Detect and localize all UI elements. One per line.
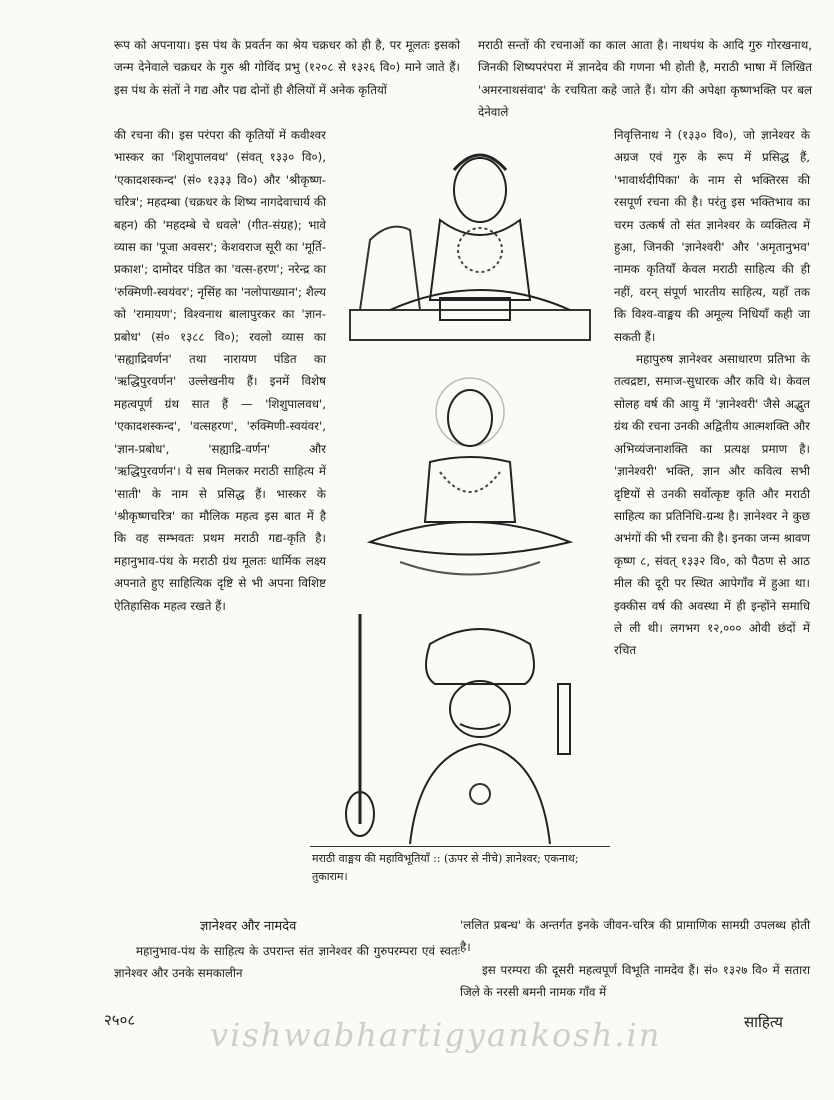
- paragraph-right-narrow-1: निवृत्तिनाथ ने (१३३० वि०), जो ज्ञानेश्वर के अग्रज एवं गुरु के रूप में प्रसिद्ध हैं, 'भावार्थदीपिका' के नाम से भक्तिरस की रसपूर्ण रचना की है। परंतु इस भक्तिभाव का चरम उत्कर्ष तो संत ज्ञानेश्वर के व्यक्तित्व में हुआ, जिनकी 'ज्ञानेश्वरी' और 'अमृतानुभव' नामक कृतियाँ केवल मराठी साहित्य की ही नहीं, वरन् संपूर्ण भारतीय साहित्य, यहाँ तक कि विश्व-वाङ्मय की अमूल्य निधियाँ कही जा सकती हैं।: [614, 128, 810, 344]
- saint-with-tambura-illustration: [330, 604, 608, 844]
- watermark-text: vishwabhartigyankosh.in: [210, 1016, 662, 1054]
- footer-section-label: साहित्य: [744, 1013, 783, 1031]
- paragraph-right-narrow-2: महापुरुष ज्ञानेश्वर असाधारण प्रतिभा के तत्वद्रष्टा, समाज-सुधारक और कवि थे। केवल सोलह वर्ष की आयु में 'ज्ञानेश्वरी' जैसे अद्भुत ग्रंथ की रचना उनकी अद्वितीय आत्मशक्ति और अभिव्यंजनाशक्ति का प्रत्यक्ष प्रमाण है। 'ज्ञानेश्वरी' भक्ति, ज्ञान और कवित्व सभी दृष्टियों से उनकी सर्वोत्कृष्ट कृति और मराठी साहित्य का प्रतिनिधि-ग्रन्थ है। ज्ञानेश्वर ने कुछ अभंगों की भी रचना की है। इनका जन्म श्रावण कृष्ण ८, संवत् १३३२ वि०, को पैठण से आठ मील की दूरी पर स्थित आपेगाँव में हुआ था। इक्कीस वर्ष की अवस्था में ही इन्होंने समाधि ले ली थी। लगभग १२,००० ओवी छंदों में रचित: [614, 352, 810, 658]
- paragraph-bottom-left: महानुभाव-पंथ के साहित्य के उपरान्त संत ज्ञानेश्वर की गुरुपरम्परा एवं स्वतः ज्ञानेश्वर और उनके समकालीन: [114, 944, 460, 981]
- text-column-bottom-left: [114, 940, 460, 985]
- meditating-saint-illustration: [330, 372, 608, 596]
- section-heading: ज्ञानेश्वर और नामदेव: [200, 919, 297, 934]
- text-column-left-top: [114, 34, 460, 101]
- paragraph-bottom-right-2: इस परम्परा की दूसरी महत्वपूर्ण विभूति नामदेव हैं। सं० १३२७ वि० में सतारा जिले के नरसी बमनी नामक गाँव में: [460, 962, 810, 1000]
- paragraph-left-narrow: की रचना की। इस परंपरा की कृतियों में कवीश्वर भास्कर का 'शिशुपालवध' (संवत् १३३० वि०), 'एकादशस्कन्द' (सं० १३३३ वि०) और 'श्रीकृष्ण-चरित्र'; महदम्बा (चक्रधर के शिष्य नागदेवाचार्य की बहन) की 'महदम्बे चे धवले' (गीत-संग्रह); भावे व्यास का 'पूजा अवसर'; केशवराज सूरी का 'मूर्ति-प्रकाश'; दामोदर पंडित का 'वत्स-हरण'; नरेन्द्र का 'रुक्मिणी-स्वयंवर'; नृसिंह का 'नलोपाख्यान'; शैल्य को 'रामायण'; विश्वनाथ बालापुरकर का 'ज्ञान-प्रबोध' (सं० १३८८ वि०); रवलो व्यास का 'सह्याद्रिवर्णन' तथा नारायण पंडित का 'ऋद्धिपुरवर्णन' उल्लेखनीय हैं। इनमें विशेष महत्वपूर्ण ग्रंथ सात हैं — 'शिशुपालवध', 'एकादशस्कन्द', 'वत्सहरण', 'रुक्मिणी-स्वयंवर', 'ज्ञान-प्रबोध', 'सह्याद्रि-वर्णन' और 'ऋद्धिपुरवर्णन'। ये सब मिलकर मराठी साहित्य में 'साती' के नाम से प्रसिद्ध हैं। भास्कर के 'श्रीकृष्णचरित्र' का मौलिक महत्व इस बात में है कि वह सम्भवतः प्रथम मराठी गद्य-कृति है। महानुभाव-पंथ के मराठी ग्रंथ मूलतः धार्मिक लक्ष्य अपनाते हुए साहित्यिक दृष्टि से भी अपना विशिष्ट ऐतिहासिक महत्व रखते हैं।: [114, 128, 327, 613]
- figure-caption: मराठी वाङ्मय की महाविभूतियाँ :: (ऊपर से नीचे) ज्ञानेश्वर; एकनाथ; तुकाराम।: [312, 852, 579, 883]
- text-column-bottom-right: [460, 914, 810, 1004]
- paragraph-bottom-right-1: 'ललित प्रबन्ध' के अन्तर्गत इनके जीवन-चरित्र की प्रामाणिक सामग्री उपलब्ध होती है।: [460, 918, 810, 955]
- seated-saint-illustration: [330, 120, 608, 360]
- text-column-right-top: [478, 34, 812, 124]
- page-number: २५०८: [104, 1011, 136, 1029]
- text-column-left-narrow: [114, 124, 326, 617]
- caption-rule: [310, 846, 610, 847]
- text-column-right-narrow: [614, 124, 810, 662]
- paragraph-left-top: रूप को अपनाया। इस पंथ के प्रवर्तन का श्रेय चक्रधर को ही है, पर मूलतः इसको जन्म देनेवाले चक्रधर के गुरु श्री गोविंद प्रभु (१२०८ से १३२६ वि०) माने जाते हैं। इस पंथ के संतों ने गद्य और पद्य दोनों ही शैलियों में अनेक कृतियों: [114, 38, 460, 97]
- paragraph-right-top: मराठी सन्तों की रचनाओं का काल आता है। नाथपंथ के आदि गुरु गोरखनाथ, जिनकी शिष्यपरंपरा में ज्ञानदेव की गणना भी होती है, मराठी भाषा में लिखित 'अमरनाथसंवाद' के रचयिता कहे जाते हैं। योग की अपेक्षा कृष्णभक्ति पर बल देनेवाले: [478, 38, 812, 120]
